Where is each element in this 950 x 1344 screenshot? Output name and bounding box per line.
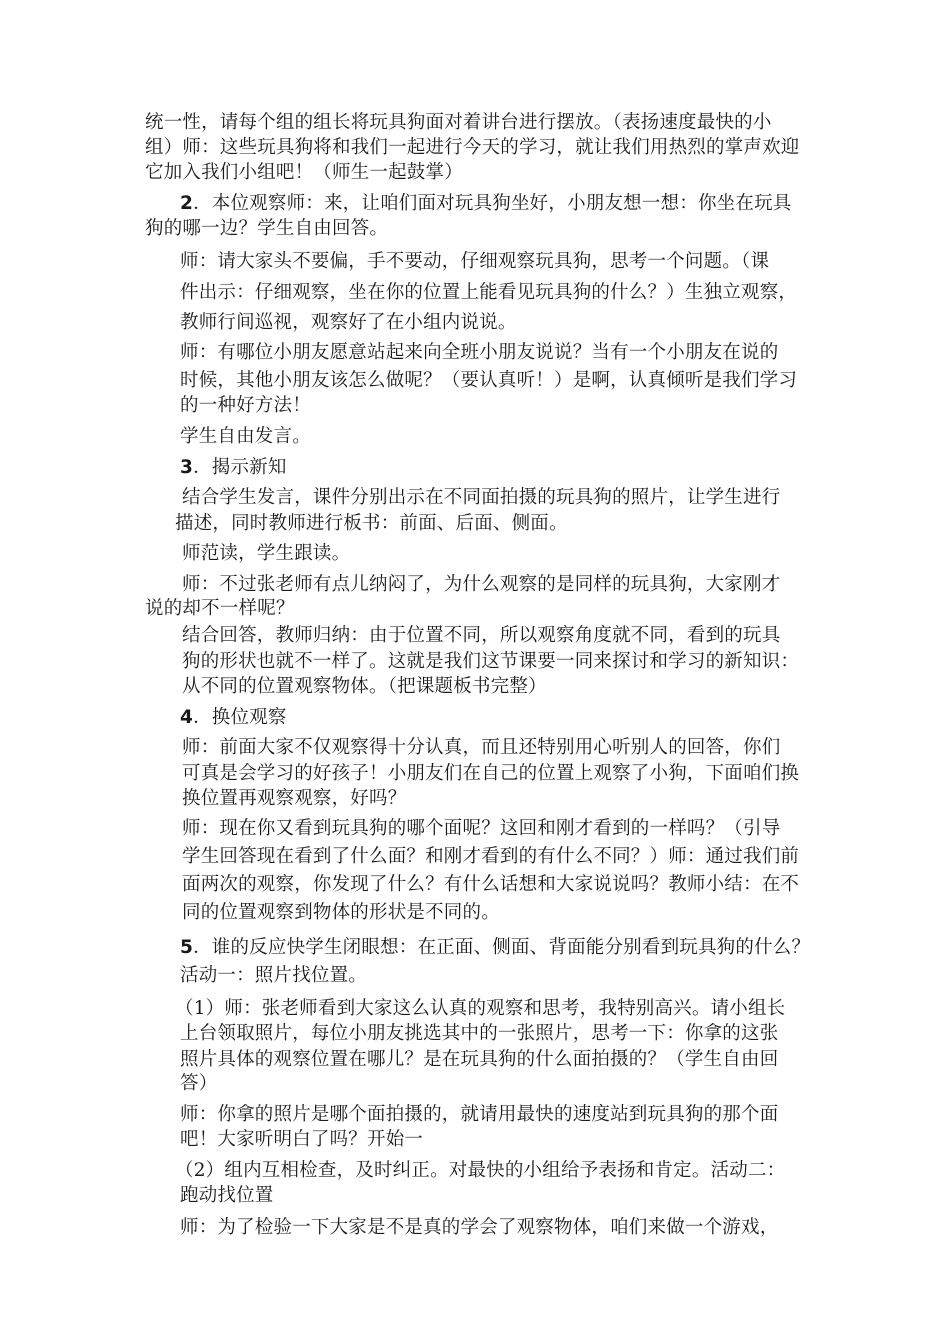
text-line: 结合回答，教师归纳：由于位置不同，所以观察角度就不同，看到的玩具 xyxy=(182,625,781,646)
text-line: 教师行间巡视，观察好了在小组内说说。 xyxy=(180,312,517,333)
section-heading-3 xyxy=(180,457,287,479)
section-heading-4 xyxy=(180,707,287,729)
section-heading-text: 揭示新知 xyxy=(211,457,287,478)
section-number-dot: ． xyxy=(193,457,212,478)
text-line: 说的却不一样呢？ xyxy=(145,598,295,619)
text-line: 活动一：照片找位置。 xyxy=(180,965,368,986)
section-heading-text: 本位观察师：来，让咱们面对玩具狗坐好，小朋友想一想：你坐在玩具 xyxy=(211,193,792,214)
section-heading-2 xyxy=(180,193,791,215)
text-line: 师：为了检验一下大家是不是真的学会了观察物体，咱们来做一个游戏， xyxy=(180,1217,779,1238)
text-line: 师：你拿的照片是哪个面拍摄的，就请用最快的速度站到玩具狗的那个面 xyxy=(180,1104,779,1125)
text-line: 狗的哪一边？学生自由回答。 xyxy=(145,218,389,239)
text-line: 狗的形状也就不一样了。这就是我们这节课要一同来探讨和学习的新知识： xyxy=(182,651,800,672)
text-line: （1）师：张老师看到大家这么认真的观察和思考，我特别高兴。请小组长 xyxy=(175,998,786,1019)
text-line: 吧！大家听明白了吗？开始一 xyxy=(180,1129,424,1150)
text-line: 从不同的位置观察物体。（把课题板书完整） xyxy=(182,676,547,697)
text-line: 师：有哪位小朋友愿意站起来向全班小朋友说说？当有一个小朋友在说的 xyxy=(180,342,779,363)
section-number: 5 xyxy=(180,937,194,958)
text-line: 件出示：仔细观察，坐在你的位置上能看见玩具狗的什么？）生独立观察， xyxy=(180,282,798,303)
text-line: 上台领取照片，每位小朋友挑选其中的一张照片，思考一下：你拿的这张 xyxy=(180,1023,779,1044)
text-line: 答） xyxy=(180,1073,218,1094)
section-number: 3 xyxy=(180,457,194,478)
text-line: 学生自由发言。 xyxy=(180,426,311,447)
text-line: 换位置再观察观察，好吗？ xyxy=(182,788,407,809)
text-line: 的一种好方法！ xyxy=(180,395,311,416)
text-line: 统一性，请每个组的组长将玩具狗面对着讲台进行摆放。（表扬速度最快的小 xyxy=(145,112,772,133)
section-number-dot: ． xyxy=(193,707,212,728)
text-line: 师：不过张老师有点儿纳闷了，为什么观察的是同样的玩具狗，大家刚才 xyxy=(182,574,781,595)
text-line: 师：前面大家不仅观察得十分认真，而且还特别用心听别人的回答，你们 xyxy=(182,737,781,758)
section-number-dot: ． xyxy=(193,193,212,214)
text-line: 同的位置观察到物体的形状是不同的。 xyxy=(182,902,500,923)
text-line: （2）组内互相检查，及时纠正。对最快的小组给予表扬和肯定。活动二： xyxy=(175,1160,786,1181)
text-line: 面两次的观察，你发现了什么？有什么话想和大家说说吗？教师小结：在不 xyxy=(182,874,800,895)
section-number-dot: ． xyxy=(193,937,212,958)
text-line: 组）师：这些玩具狗将和我们一起进行今天的学习，就让我们用热烈的掌声欢迎 xyxy=(145,137,800,158)
text-line: 照片具体的观察位置在哪儿？是在玩具狗的什么面拍摄的？（学生自由回 xyxy=(180,1049,779,1070)
section-heading-text: 谁的反应快学生闭眼想：在正面、侧面、背面能分别看到玩具狗的什么？ xyxy=(211,937,811,958)
text-line: 结合学生发言，课件分别出示在不同面拍摄的玩具狗的照片，让学生进行 xyxy=(182,487,781,508)
section-heading-5 xyxy=(180,937,810,959)
text-line: 师：请大家头不要偏，手不要动，仔细观察玩具狗，思考一个问题。（课 xyxy=(180,251,770,272)
section-heading-text: 换位观察 xyxy=(211,707,287,728)
text-line: 学生回答现在看到了什么面？和刚才看到的有什么不同？）师：通过我们前 xyxy=(182,846,800,867)
text-line: 可真是会学习的好孩子！小朋友们在自己的位置上观察了小狗，下面咱们换 xyxy=(182,763,800,784)
section-number: 4 xyxy=(180,707,194,728)
text-line: 师：现在你又看到玩具狗的哪个面呢？这回和刚才看到的一样吗？（引导 xyxy=(182,818,781,839)
text-line: 师范读，学生跟读。 xyxy=(182,543,351,564)
text-line: 跑动找位置 xyxy=(180,1185,274,1206)
section-number: 2 xyxy=(180,193,194,214)
text-line: 它加入我们小组吧！（师生一起鼓掌） xyxy=(145,162,463,183)
text-line: 描述，同时教师进行板书：前面、后面、侧面。 xyxy=(175,513,568,534)
text-line: 时候，其他小朋友该怎么做呢？（要认真听！）是啊，认真倾听是我们学习 xyxy=(180,370,798,391)
